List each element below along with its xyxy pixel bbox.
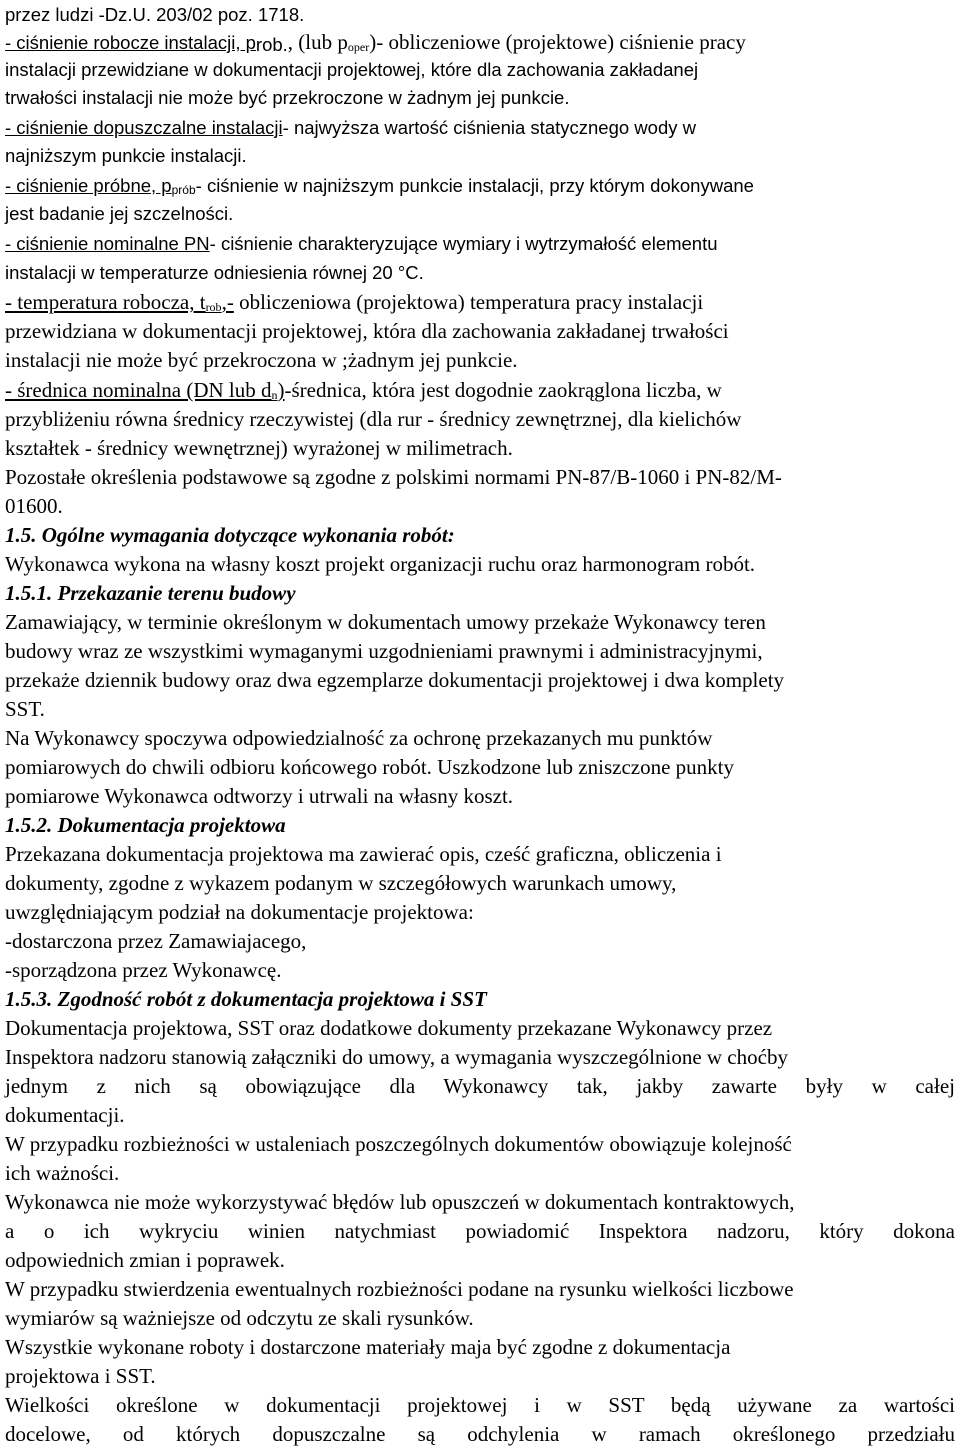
text-line: Wielkości określone w dokumentacji projektowej i w SST będą używane za wartości [5, 1393, 955, 1417]
text-line: instalacji przewidziane w dokumentacji projektowej, które dla zachowania zakładanej [5, 59, 699, 80]
text-line: dokumenty, zgodne z wykazem podanym w szczegółowych warunkach umowy, [5, 871, 677, 895]
definition-nominal-diameter: - średnica nominalna (DN lub $d_n$)-średnica, która jest dogodnie zaokrąglona liczba, w [5, 378, 722, 402]
text-line: odpowiednich zmian i poprawek. [5, 1248, 285, 1272]
definition-allowable-pressure: - ciśnienie dopuszczalne instalacji- najwyższa wartość ciśnienia statycznego wody w [5, 117, 696, 138]
text-line: Na Wykonawcy spoczywa odpowiedzialność za ochronę przekazanych mu punktów [5, 726, 713, 750]
definition-working-pressure: - ciśnienie robocze instalacji, $p_{rob.}$, (lub $p_{oper})-$ obliczeniowe (projektowe) ciśnienie pracy [5, 30, 746, 55]
text-line: jednym z nich są obowiązujące dla Wykonawcy tak, jakby zawarte były w całej [5, 1074, 955, 1098]
text-line: 01600. [5, 494, 63, 518]
text-line: instalacji w temperaturze odniesienia równej 20 °C. [5, 262, 424, 283]
text-line: ich ważności. [5, 1161, 120, 1185]
text-line: przez ludzi -Dz.U. 203/02 poz. 1718. [5, 4, 305, 25]
text-line: Inspektora nadzoru stanowią załączniki do umowy, a wymagania wyszczególnione w choćby [5, 1045, 788, 1069]
text-line: docelowe, od których dopuszczalne są odchylenia w ramach określonego przedziału [5, 1422, 955, 1446]
text-line: instalacji nie może być przekroczona w ;żadnym jej punkcie. [5, 348, 518, 372]
text-line: pomiarowych do chwili odbioru końcowego robót. Uszkodzone lub zniszczone punkty [5, 755, 735, 779]
section-heading-1-5-1: 1.5.1. Przekazanie terenu budowy [5, 581, 296, 605]
text-line: Zamawiający, w terminie określonym w dokumentach umowy przekaże Wykonawcy teren [5, 610, 766, 634]
text-line: kształtek - średnicy wewnętrznej) wyrażonej w milimetrach. [5, 436, 513, 460]
text-line: SST. [5, 697, 45, 721]
text-line: Wykonawca wykona na własny koszt projekt organizacji ruchu oraz harmonogram robót. [5, 552, 756, 576]
section-heading-1-5: 1.5. Ogólne wymagania dotyczące wykonania robót: [5, 523, 455, 547]
section-heading-1-5-2: 1.5.2. Dokumentacja projektowa [5, 813, 286, 837]
text-line: Pozostałe określenia podstawowe są zgodne z polskimi normami PN-87/B-1060 i PN-82/M- [5, 465, 782, 489]
definition-nominal-pressure: - ciśnienie nominalne PN- ciśnienie charakteryzujące wymiary i wytrzymałość elementu [5, 233, 718, 254]
section-heading-1-5-3: 1.5.3. Zgodność robót z dokumentacja projektowa i SST [5, 987, 487, 1011]
text-line: najniższym punkcie instalacji. [5, 145, 247, 166]
text-line: -sporządzona przez Wykonawcę. [5, 958, 282, 982]
text-line: projektowa i SST. [5, 1364, 156, 1388]
text-line: a o ich wykryciu winien natychmiast powiadomić Inspektora nadzoru, który dokona [5, 1219, 955, 1243]
definition-test-pressure: - ciśnienie próbne, $p_{prób}-$ ciśnienie w najniższym punkcie instalacji, przy którym dokonywane [5, 175, 754, 197]
text-line: Wszystkie wykonane roboty i dostarczone materiały maja być zgodne z dokumentacja [5, 1335, 731, 1359]
text-line: wymiarów są ważniejsze od odczytu ze skali rysunków. [5, 1306, 474, 1330]
text-line: przekaże dziennik budowy oraz dwa egzemplarze dokumentacji projektowej i dwa komplety [5, 668, 785, 692]
text-line: dokumentacji. [5, 1103, 125, 1127]
text-line: -dostarczona przez Zamawiajacego, [5, 929, 307, 953]
text-line: Przekazana dokumentacja projektowa ma zawierać opis, cześć graficzna, obliczenia i [5, 842, 722, 866]
text-line: uwzględniającym podział na dokumentacje projektowa: [5, 900, 474, 924]
text-line: przybliżeniu równa średnicy rzeczywistej (dla rur - średnicy zewnętrznej, dla kielichów [5, 407, 742, 431]
text-line: budowy wraz ze wszystkimi wymaganymi uzgodnieniami prawnymi i administracyjnymi, [5, 639, 763, 663]
text-line: jest badanie jej szczelności. [5, 203, 234, 224]
text-line: W przypadku rozbieżności w ustaleniach poszczególnych dokumentów obowiązuje kolejność [5, 1132, 792, 1156]
text-line: W przypadku stwierdzenia ewentualnych rozbieżności podane na rysunku wielkości liczbowe [5, 1277, 794, 1301]
text-line: Dokumentacja projektowa, SST oraz dodatkowe dokumenty przekazane Wykonawcy przez [5, 1016, 773, 1040]
text-line: trwałości instalacji nie może być przekroczone w żadnym jej punkcie. [5, 87, 570, 108]
text-line: pomiarowe Wykonawca odtworzy i utrwali na własny koszt. [5, 784, 514, 808]
text-line: Wykonawca nie może wykorzystywać błędów lub opuszczeń w dokumentach kontraktowych, [5, 1190, 795, 1214]
text-line: przewidziana w dokumentacji projektowej, która dla zachowania zakładanej trwałości [5, 319, 729, 343]
definition-working-temperature: - temperatura robocza, $t_{rob},-$ obliczeniowa (projektowa) temperatura pracy instalacji [5, 290, 704, 314]
